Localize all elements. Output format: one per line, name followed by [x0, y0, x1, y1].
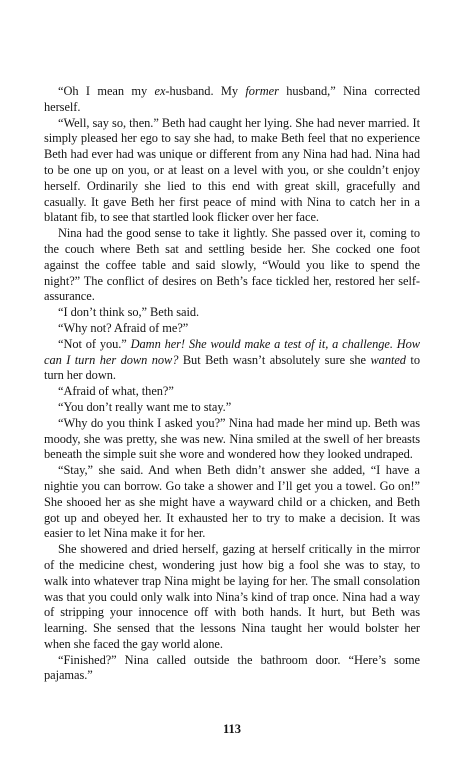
- paragraph: [44, 305, 420, 321]
- text-run: “Why not? Afraid of me?”: [58, 320, 189, 335]
- text-run: Nina had the good sense to take it lightly. She passed over it, coming to the couch where Beth sat and settling beside her. She cocked one foot against the coffee table and said slowly, “Would you like to spend the night?” The conflict of desires on Beth’s face tickled her, restored her self-assurance.: [44, 226, 420, 304]
- italic-text-run: Damn her! She would make a test of it, a challenge. How can I turn her down now?: [44, 336, 420, 367]
- paragraph: [44, 337, 420, 384]
- paragraph: [44, 542, 420, 653]
- paragraph: [44, 321, 420, 337]
- text-run: “Well, say so, then.” Beth had caught her lying. She had never married. It simply pleased her ego to say she had, to make Beth feel that no experience Beth had ever had was unique or different from any Nina had had. Nina had to be one up on you, or at least on a level with you, or she couldn’t enjoy herself. Ordinarily she lied to this end with great skill, gracefully and casually. It gave Beth her first peace of mind with Nina to catch her in a blatant fib, to see that startled look flicker over her face.: [44, 115, 420, 225]
- page-number: 113: [222, 722, 242, 736]
- text-run: “Why do you think I asked you?” Nina had made her mind up. Beth was moody, she was pretty, she was new. Nina smiled at the swell of her breasts beneath the simple suit she wore and wondered how they looked undraped.: [44, 415, 420, 462]
- text-run: She showered and dried herself, gazing at herself critically in the mirror of the medicine chest, wondering just how big a fool she was to stay, to walk into whatever trap Nina might be laying for her. The small consolation was that you could only walk into Nina’s kind of trap once. Nina had a way of stripping your innocence off with both hands. It hurt, but Beth was learning. She sensed that the lessons Nina taught her would bolster her when she faced the gay world alone.: [44, 542, 420, 651]
- paragraph: [44, 416, 420, 463]
- text-run: “Not of you.”: [58, 336, 131, 351]
- text-run: husband,” Nina corrected herself.: [44, 84, 420, 114]
- italic-text-run: ex: [154, 84, 166, 98]
- italic-text-run: former: [245, 84, 279, 98]
- paragraph: [44, 226, 420, 305]
- paragraph: [44, 384, 420, 400]
- paragraph: [44, 463, 420, 542]
- text-run: to turn her down.: [44, 352, 420, 383]
- text-run: “Afraid of what, then?”: [58, 384, 174, 399]
- text-run: “Finished?” Nina called outside the bathroom door. “Here’s some pajamas.”: [44, 652, 420, 683]
- paragraph: [44, 400, 420, 416]
- text-run: “Oh I mean my: [58, 84, 155, 98]
- text-run: But Beth wasn’t absolutely sure she: [178, 352, 371, 367]
- text-run: -husband. My: [165, 84, 246, 98]
- text-run: “I don’t think so,” Beth said.: [58, 305, 200, 320]
- paragraph: [44, 116, 420, 227]
- page-body: [44, 84, 420, 744]
- text-run: “Stay,” she said. And when Beth didn’t answer she added, “I have a nightie you can borrow. Go take a shower and I’ll get you a towel. Go on!” She shooed her as she might have a wayward child or a chicken, and Beth got up and obeyed her. It exhausted her to try to make a decision. It was easier to let Nina make it for her.: [44, 463, 420, 541]
- paragraph: [44, 84, 420, 116]
- italic-text-run: wanted: [370, 352, 406, 367]
- paragraph: [44, 653, 420, 685]
- text-run: “You don’t really want me to stay.”: [58, 399, 232, 414]
